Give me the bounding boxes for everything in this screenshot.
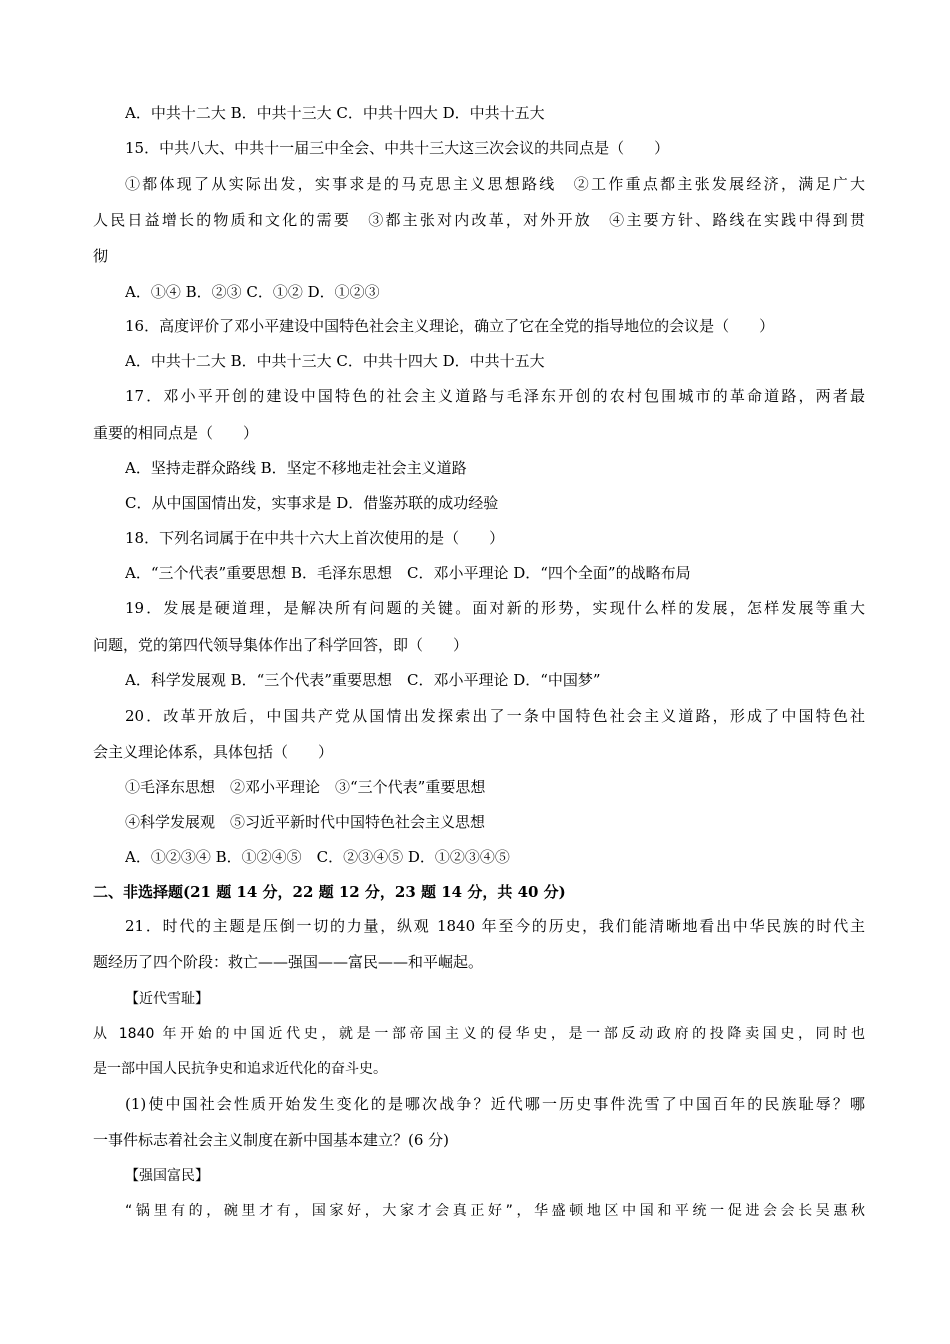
q15-statements-line-1: ①都体现了从实际出发，实事求是的马克思主义思想路线 ②工作重点都主张发展经济，满足广大: [125, 175, 865, 193]
q20-statements-line-1: ①毛泽东思想 ②邓小平理论 ③“三个代表”重要思想: [125, 778, 486, 796]
section-heading: 二、非选择题(21 题 14 分，22 题 12 分，23 题 14 分，共 40 分): [93, 883, 566, 901]
material-heading-2: 【强国富民】: [125, 1168, 209, 1184]
q21-part1-line-1: (1)使中国社会性质开始发生变化的是哪次战争？近代哪一历史事件洗雪了中国百年的民族耻辱？哪: [125, 1095, 865, 1113]
q19-stem-line-2: 问题，党的第四代领导集体作出了科学回答，即（ ）: [93, 636, 469, 654]
q15-statements-line-2: 人民日益增长的物质和文化的需要 ③都主张对内改革，对外开放 ④主要方针、路线在实践中得到贯: [93, 211, 865, 229]
q19-options: A．科学发展观 B．“三个代表”重要思想 C．邓小平理论 D．“中国梦”: [125, 671, 601, 689]
q19-stem-line-1: 19．发展是硬道理，是解决所有问题的关键。面对新的形势，实现什么样的发展，怎样发展等重大: [125, 599, 865, 617]
q16-stem: 16．高度评价了邓小平建设中国特色社会主义理论，确立了它在全党的指导地位的会议是（ ）: [125, 317, 775, 335]
q17-stem-line-1: 17．邓小平开创的建设中国特色的社会主义道路与毛泽东开创的农村包围城市的革命道路，两者最: [125, 387, 865, 405]
q20-statements-line-2: ④科学发展观 ⑤习近平新时代中国特色社会主义思想: [125, 813, 486, 831]
q16-options: A．中共十二大 B．中共十三大 C．中共十四大 D．中共十五大: [125, 352, 545, 370]
q14-options: A．中共十二大 B．中共十三大 C．中共十四大 D．中共十五大: [125, 104, 545, 122]
q18-options: A．“三个代表”重要思想 B．毛泽东思想 C．邓小平理论 D．“四个全面”的战略布局: [125, 564, 691, 582]
q15-stem: 15．中共八大、中共十一届三中全会、中共十三大这三次会议的共同点是（ ）: [125, 139, 670, 157]
q20-options: A．①②③④ B．①②④⑤ C．②③④⑤ D．①②③④⑤: [125, 848, 510, 866]
q15-options: A．①④ B．②③ C．①② D．①②③: [125, 283, 380, 301]
material-heading-1: 【近代雪耻】: [125, 991, 209, 1007]
q20-stem-line-1: 20．改革开放后，中国共产党从国情出发探索出了一条中国特色社会主义道路，形成了中国特色社: [125, 707, 865, 725]
q17-options-ab: A．坚持走群众路线 B．坚定不移地走社会主义道路: [125, 459, 467, 477]
q15-statements-line-3: 彻: [93, 247, 109, 265]
q21-stem-line-2: 题经历了四个阶段：救亡——强国——富民——和平崛起。: [93, 953, 484, 971]
q17-options-cd: C．从中国国情出发，实事求是 D．借鉴苏联的成功经验: [125, 494, 499, 512]
material-2-line-1: “锅里有的，碗里才有，国家好，大家才会真正好”，华盛顿地区中国和平统一促进会会长吴惠秋: [125, 1203, 865, 1219]
q21-stem-line-1: 21．时代的主题是压倒一切的力量，纵观 1840 年至今的历史，我们能清晰地看出中华民族的时代主: [125, 917, 865, 935]
q18-stem: 18．下列名词属于在中共十六大上首次使用的是（ ）: [125, 529, 505, 547]
material-1-line-1: 从 1840 年开始的中国近代史，就是一部帝国主义的侵华史，是一部反动政府的投降卖国史，同时也: [93, 1026, 865, 1042]
material-1-line-2: 是一部中国人民抗争史和追求近代化的奋斗史。: [93, 1061, 387, 1077]
q17-stem-line-2: 重要的相同点是（ ）: [93, 424, 259, 442]
q20-stem-line-2: 会主义理论体系，具体包括（ ）: [93, 743, 334, 761]
q21-part1-line-2: 一事件标志着社会主义制度在新中国基本建立？(6 分): [93, 1131, 450, 1149]
